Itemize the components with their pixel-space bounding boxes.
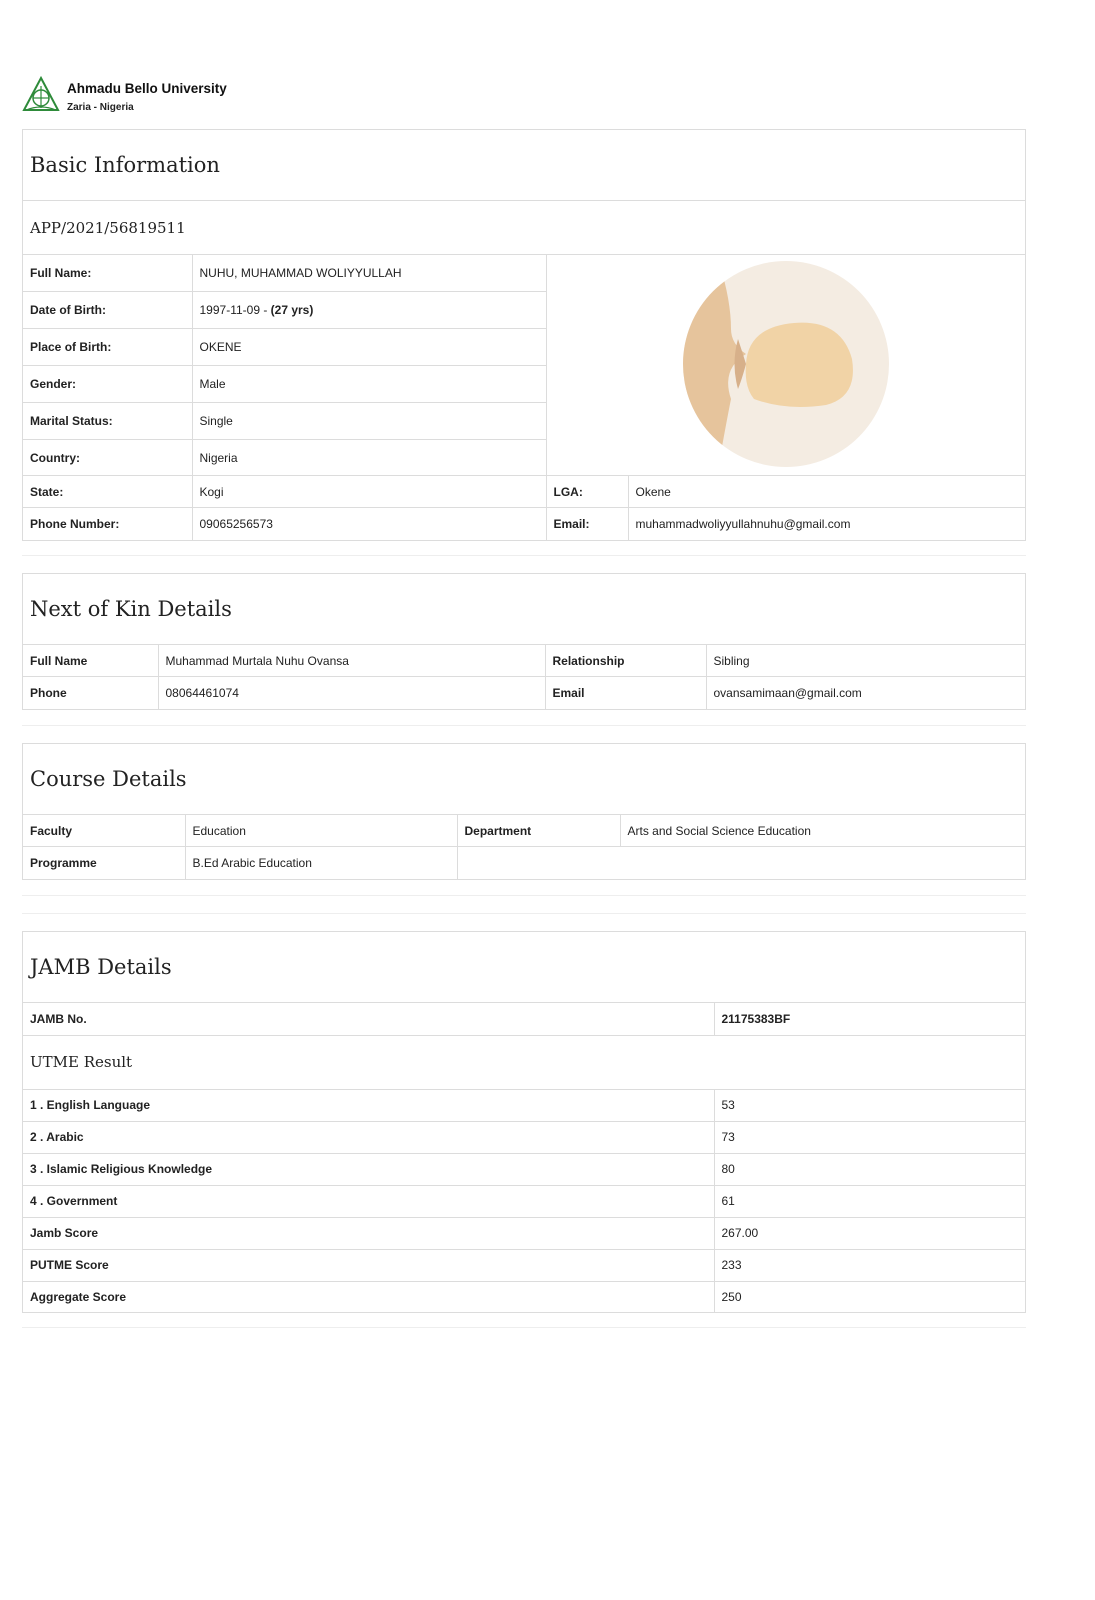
table-row	[23, 645, 1025, 677]
table-row	[23, 1121, 1025, 1153]
kin-phone-label: Phone	[23, 677, 158, 709]
passport-photo	[676, 259, 896, 469]
divider	[22, 895, 1026, 896]
country-label: Country:	[23, 440, 192, 476]
state-label: State:	[23, 476, 192, 508]
empty-cell	[457, 847, 1025, 879]
table-row	[23, 1153, 1025, 1185]
section-title: Next of Kin Details	[30, 597, 232, 621]
table-row	[23, 1185, 1025, 1217]
aggregate-score-label: Aggregate Score	[23, 1281, 714, 1312]
jamb-score-label: Jamb Score	[23, 1217, 714, 1249]
basic-info-table	[23, 254, 1025, 540]
lga-label: LGA:	[546, 476, 628, 508]
department-value: Arts and Social Science Education	[620, 815, 1025, 847]
section-title: Course Details	[30, 767, 187, 791]
country-value: Nigeria	[192, 440, 546, 476]
passport-photo-cell	[546, 255, 1025, 476]
course-details-table	[23, 814, 1025, 879]
subject-score: 80	[714, 1153, 1025, 1185]
page-header	[22, 76, 422, 118]
table-row	[23, 847, 1025, 879]
marital-status-value: Single	[192, 403, 546, 440]
table-row	[23, 255, 1025, 292]
email-value: muhammadwoliyyullahnuhu@gmail.com	[628, 508, 1025, 540]
subject-score: 73	[714, 1121, 1025, 1153]
utme-result-table	[23, 1089, 1025, 1313]
table-row	[23, 1217, 1025, 1249]
gender-label: Gender:	[23, 366, 192, 403]
table-row	[23, 1089, 1025, 1121]
kin-relationship-label: Relationship	[545, 645, 706, 677]
table-row	[23, 1003, 1025, 1035]
pob-label: Place of Birth:	[23, 329, 192, 366]
table-row	[23, 1281, 1025, 1312]
gender-value: Male	[192, 366, 546, 403]
programme-value: B.Ed Arabic Education	[185, 847, 457, 879]
putme-score-value: 233	[714, 1249, 1025, 1281]
phone-label: Phone Number:	[23, 508, 192, 540]
university-name: Ahmadu Bello University	[67, 81, 227, 96]
next-of-kin-table	[23, 644, 1025, 709]
faculty-label: Faculty	[23, 815, 185, 847]
next-of-kin-card	[22, 573, 1026, 710]
application-number: APP/2021/56819511	[23, 200, 1025, 254]
programme-label: Programme	[23, 847, 185, 879]
marital-status-label: Marital Status:	[23, 403, 192, 440]
subject-score: 61	[714, 1185, 1025, 1217]
jamb-number-table	[23, 1002, 1025, 1035]
university-logo	[22, 76, 60, 114]
dob-label: Date of Birth:	[23, 292, 192, 329]
state-value: Kogi	[192, 476, 546, 508]
full-name-value: NUHU, MUHAMMAD WOLIYYULLAH	[192, 255, 546, 292]
department-label: Department	[457, 815, 620, 847]
age-value: (27 yrs)	[270, 303, 314, 317]
table-row	[23, 677, 1025, 709]
divider	[22, 555, 1026, 556]
course-details-card	[22, 743, 1026, 880]
pob-value: OKENE	[192, 329, 546, 366]
lga-value: Okene	[628, 476, 1025, 508]
university-location: Zaria - Nigeria	[67, 102, 134, 113]
subject-label: 3 . Islamic Religious Knowledge	[23, 1153, 714, 1185]
kin-email-value: ovansamimaan@gmail.com	[706, 677, 1025, 709]
phone-value: 09065256573	[192, 508, 546, 540]
subject-label: 4 . Government	[23, 1185, 714, 1217]
dob-date: 1997-11-09 -	[199, 303, 271, 317]
divider	[22, 913, 1026, 914]
basic-information-card	[22, 129, 1026, 541]
jamb-score-value: 267.00	[714, 1217, 1025, 1249]
kin-email-label: Email	[545, 677, 706, 709]
table-row	[23, 815, 1025, 847]
jamb-number-label: JAMB No.	[23, 1003, 714, 1035]
table-row	[23, 508, 1025, 540]
email-label: Email:	[546, 508, 628, 540]
table-row	[23, 476, 1025, 508]
jamb-details-card	[22, 931, 1026, 1313]
divider	[22, 725, 1026, 726]
utme-result-title: UTME Result	[23, 1035, 1025, 1089]
dob-value	[192, 292, 546, 329]
kin-relationship-value: Sibling	[706, 645, 1025, 677]
putme-score-label: PUTME Score	[23, 1249, 714, 1281]
kin-name-label: Full Name	[23, 645, 158, 677]
divider	[22, 1327, 1026, 1328]
table-row	[23, 1249, 1025, 1281]
kin-phone-value: 08064461074	[158, 677, 545, 709]
aggregate-score-value: 250	[714, 1281, 1025, 1312]
kin-name-value: Muhammad Murtala Nuhu Ovansa	[158, 645, 545, 677]
full-name-label: Full Name:	[23, 255, 192, 292]
subject-label: 1 . English Language	[23, 1089, 714, 1121]
subject-label: 2 . Arabic	[23, 1121, 714, 1153]
subject-score: 53	[714, 1089, 1025, 1121]
jamb-number-value: 21175383BF	[714, 1003, 1025, 1035]
section-title: JAMB Details	[30, 955, 172, 979]
faculty-value: Education	[185, 815, 457, 847]
section-title: Basic Information	[30, 153, 220, 177]
